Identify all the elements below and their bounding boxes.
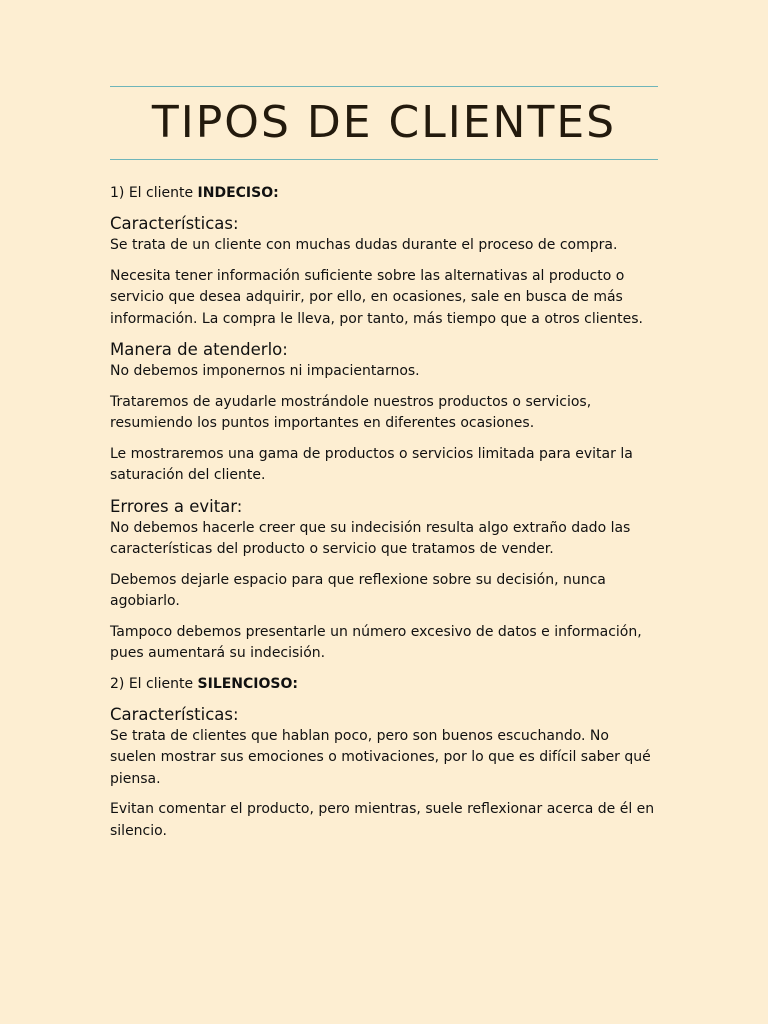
block-caracteristicas: [110, 704, 658, 843]
section-intro: [110, 674, 658, 695]
section-intro-prefix: 1) El cliente: [110, 185, 198, 201]
paragraph: Trataremos de ayudarle mostrándole nuestros productos o servicios, resumiendo los puntos importantes en diferentes ocasiones.: [110, 393, 592, 431]
subheading: Errores a evitar:: [110, 496, 243, 516]
section-indeciso: [110, 183, 658, 665]
block-manera-de-atenderlo: [110, 339, 658, 487]
page-title: TIPOS DE CLIENTES: [151, 97, 617, 148]
paragraph: No debemos imponernos ni impacientarnos.: [110, 363, 420, 379]
block-caracteristicas: [110, 213, 658, 330]
subheading: Características:: [110, 214, 239, 233]
section-intro: [110, 183, 658, 204]
paragraph: Se trata de clientes que hablan poco, pero son buenos escuchando. No suelen mostrar sus emociones o motivaciones, por lo que es difícil saber qué piensa.: [110, 727, 651, 787]
paragraph: Evitan comentar el producto, pero mientras, suele reflexionar acerca de él en silencio.: [110, 801, 655, 839]
document-content: [110, 86, 658, 851]
paragraph: Le mostraremos una gama de productos o servicios limitada para evitar la saturación del cliente.: [110, 445, 633, 483]
subheading: Manera de atenderlo:: [110, 340, 288, 359]
section-intro-prefix: 2) El cliente: [110, 675, 198, 692]
paragraph: No debemos hacerle creer que su indecisión resulta algo extraño dado las características del producto o servicio que tratamos de vender.: [110, 519, 631, 557]
subheading: Características:: [110, 704, 239, 724]
paragraph: Se trata de un cliente con muchas dudas durante el proceso de compra.: [110, 237, 618, 253]
section-intro-strong: SILENCIOSO:: [197, 675, 298, 692]
block-errores-a-evitar: [110, 496, 658, 665]
section-intro-strong: INDECISO:: [197, 185, 279, 201]
title-block: [110, 86, 658, 160]
paragraph: Tampoco debemos presentarle un número excesivo de datos e información, pues aumentará su indecisión.: [110, 623, 642, 661]
section-silencioso: [110, 674, 658, 843]
paragraph: Debemos dejarle espacio para que reflexione sobre su decisión, nunca agobiarlo.: [110, 571, 606, 609]
paragraph: Necesita tener información suficiente sobre las alternativas al producto o servicio que desea adquirir, por ello, en ocasiones, sale en busca de más información. La compra le lleva, por tanto, más tiempo que a otros clientes.: [110, 267, 643, 327]
